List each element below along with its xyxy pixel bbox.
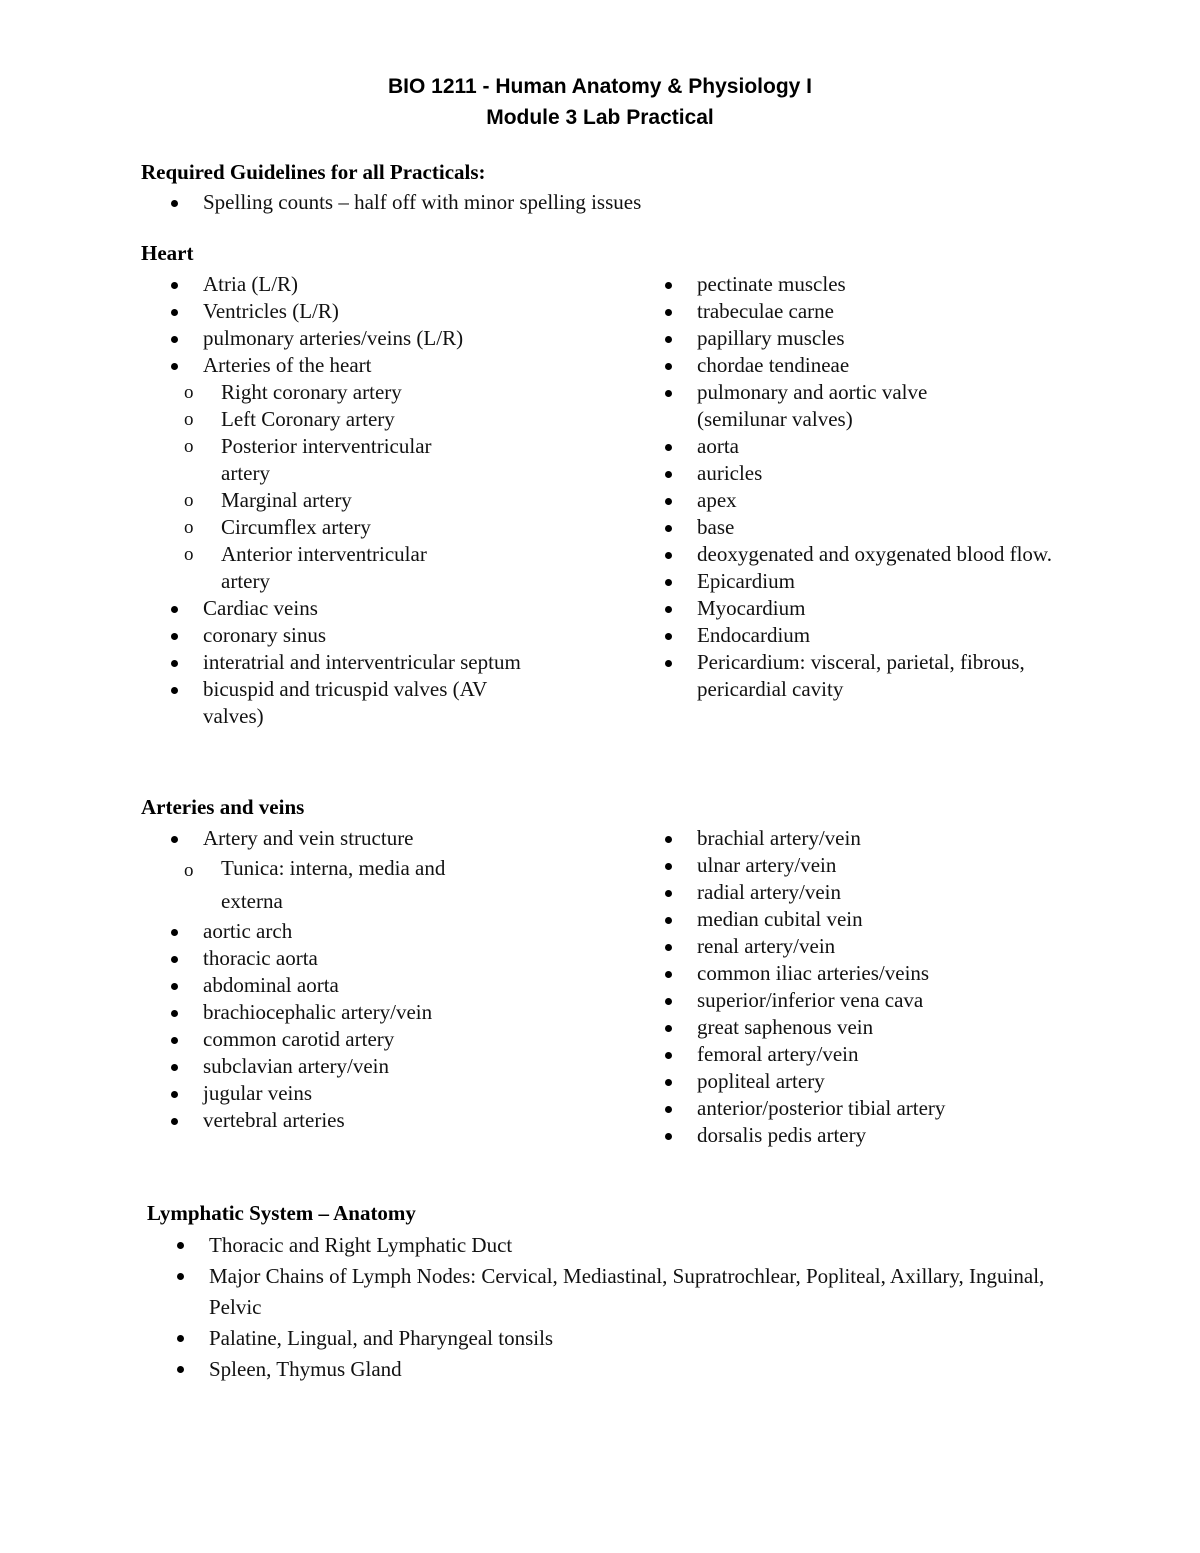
list-item: femoral artery/vein: [635, 1041, 1075, 1068]
list-item: Ventricles (L/R): [141, 298, 581, 325]
heart-left-list: [141, 271, 581, 730]
list-item: chordae tendineae: [635, 352, 1075, 379]
list-item: pulmonary and aortic valve (semilunar valves): [635, 379, 977, 433]
list-item: Atria (L/R): [141, 271, 581, 298]
list-item: aortic arch: [141, 918, 581, 945]
circle-bullet-icon: o: [184, 409, 194, 430]
bullet-icon: [665, 971, 672, 978]
guidelines-heading: Required Guidelines for all Practicals:: [141, 160, 486, 184]
list-item: base: [635, 514, 1075, 541]
circle-bullet-icon: o: [184, 436, 194, 457]
list-item: Thoracic and Right Lymphatic Duct: [147, 1230, 1077, 1261]
bullet-icon: [665, 363, 672, 370]
bullet-icon: [665, 633, 672, 640]
list-item: superior/inferior vena cava: [635, 987, 1075, 1014]
bullet-icon: [171, 1118, 178, 1125]
bullet-icon: [665, 917, 672, 924]
bullet-icon: [665, 890, 672, 897]
list-item: common iliac arteries/veins: [635, 960, 1075, 987]
bullet-icon: [171, 983, 178, 990]
sub-list: [184, 379, 581, 595]
bullet-icon: [665, 390, 672, 397]
list-item: aorta: [635, 433, 1075, 460]
bullet-icon: [665, 498, 672, 505]
guidelines-list: [141, 189, 1041, 216]
bullet-icon: [171, 309, 178, 316]
circle-bullet-icon: o: [184, 544, 194, 565]
list-item: trabeculae carne: [635, 298, 1075, 325]
bullet-icon: [171, 1064, 178, 1071]
sub-list-item: o Right coronary artery: [184, 380, 402, 404]
list-item: pulmonary arteries/veins (L/R): [141, 325, 581, 352]
list-item: Spleen, Thymus Gland: [147, 1354, 1077, 1385]
list-item: brachiocephalic artery/vein: [141, 999, 581, 1026]
list-item: renal artery/vein: [635, 933, 1075, 960]
list-item: Pericardium: visceral, parietal, fibrous, pericardial cavity: [635, 649, 1047, 703]
list-item: bicuspid and tricuspid valves (AV valves): [141, 676, 523, 730]
bullet-icon: [665, 836, 672, 843]
list-item: Spelling counts – half off with minor spelling issues: [141, 189, 1041, 216]
list-item: subclavian artery/vein: [141, 1053, 581, 1080]
circle-bullet-icon: o: [184, 860, 194, 881]
heart-heading: Heart: [141, 241, 194, 265]
list-item: Endocardium: [635, 622, 1075, 649]
heart-right-list: [635, 271, 1075, 703]
bullet-icon: [665, 1025, 672, 1032]
list-item: papillary muscles: [635, 325, 1075, 352]
lymphatic-list: [147, 1230, 1077, 1385]
list-item: Arteries of the heart o Right coronary artery o Left Coronary artery o Posterior interventricular artery o Marginal artery o Circumflex artery o Anterior interventricular artery: [141, 352, 581, 595]
list-item: interatrial and interventricular septum: [141, 649, 581, 676]
course-title: BIO 1211 - Human Anatomy & Physiology I: [388, 75, 812, 98]
bullet-icon: [171, 606, 178, 613]
list-item: Cardiac veins: [141, 595, 581, 622]
bullet-icon: [665, 579, 672, 586]
bullet-icon: [665, 863, 672, 870]
bullet-icon: [665, 471, 672, 478]
list-item: radial artery/vein: [635, 879, 1075, 906]
bullet-icon: [665, 944, 672, 951]
bullet-icon: [177, 1273, 184, 1280]
list-item: Artery and vein structure o Tunica: interna, media and externa: [141, 825, 581, 918]
list-item: Palatine, Lingual, and Pharyngeal tonsils: [147, 1323, 1077, 1354]
bullet-icon: [171, 836, 178, 843]
document-subtitle: Module 3 Lab Practical: [486, 106, 714, 129]
bullet-icon: [171, 660, 178, 667]
list-item: common carotid artery: [141, 1026, 581, 1053]
bullet-icon: [171, 1037, 178, 1044]
bullet-icon: [665, 309, 672, 316]
sub-list-item: o Tunica: interna, media and externa: [184, 856, 446, 913]
circle-bullet-icon: o: [184, 490, 194, 511]
list-item: pectinate muscles: [635, 271, 1075, 298]
bullet-icon: [665, 660, 672, 667]
bullet-icon: [171, 1010, 178, 1017]
list-item: brachial artery/vein: [635, 825, 1075, 852]
list-item: apex: [635, 487, 1075, 514]
bullet-icon: [171, 363, 178, 370]
list-item: anterior/posterior tibial artery: [635, 1095, 1075, 1122]
list-item: popliteal artery: [635, 1068, 1075, 1095]
list-item: deoxygenated and oxygenated blood flow.: [635, 541, 1087, 568]
bullet-icon: [171, 1091, 178, 1098]
bullet-icon: [665, 336, 672, 343]
bullet-icon: [665, 282, 672, 289]
list-item: Myocardium: [635, 595, 1075, 622]
bullet-icon: [665, 525, 672, 532]
bullet-icon: [665, 1106, 672, 1113]
arteries-veins-left-list: [141, 825, 581, 1134]
sub-list: [184, 852, 581, 918]
bullet-icon: [171, 282, 178, 289]
list-item: dorsalis pedis artery: [635, 1122, 1075, 1149]
bullet-icon: [665, 1052, 672, 1059]
list-item: abdominal aorta: [141, 972, 581, 999]
bullet-icon: [171, 336, 178, 343]
list-item: thoracic aorta: [141, 945, 581, 972]
bullet-icon: [171, 200, 178, 207]
list-item: ulnar artery/vein: [635, 852, 1075, 879]
bullet-icon: [171, 687, 178, 694]
bullet-icon: [665, 1079, 672, 1086]
list-item: median cubital vein: [635, 906, 1075, 933]
bullet-icon: [171, 929, 178, 936]
bullet-icon: [665, 1133, 672, 1140]
bullet-icon: [665, 552, 672, 559]
bullet-icon: [171, 633, 178, 640]
bullet-icon: [171, 956, 178, 963]
circle-bullet-icon: o: [184, 517, 194, 538]
sub-list-item: o Left Coronary artery: [184, 407, 395, 431]
document-header: [0, 71, 1200, 133]
list-item: jugular veins: [141, 1080, 581, 1107]
bullet-icon: [177, 1242, 184, 1249]
arteries-veins-heading: Arteries and veins: [141, 795, 305, 819]
bullet-icon: [665, 606, 672, 613]
bullet-icon: [665, 998, 672, 1005]
sub-list-item: o Anterior interventricular artery: [184, 542, 427, 593]
list-item: vertebral arteries: [141, 1107, 581, 1134]
list-item: Epicardium: [635, 568, 1075, 595]
circle-bullet-icon: o: [184, 382, 194, 403]
lymphatic-heading: Lymphatic System – Anatomy: [147, 1201, 416, 1225]
list-item: Major Chains of Lymph Nodes: Cervical, Mediastinal, Supratrochlear, Popliteal, Axillary, Inguinal, Pelvic: [147, 1261, 1077, 1323]
list-item: auricles: [635, 460, 1075, 487]
sub-list-item: o Posterior interventricular artery: [184, 434, 432, 485]
bullet-icon: [177, 1335, 184, 1342]
sub-list-item: o Circumflex artery: [184, 515, 371, 539]
arteries-veins-right-list: [635, 825, 1075, 1149]
bullet-icon: [177, 1366, 184, 1373]
sub-list-item: o Marginal artery: [184, 488, 352, 512]
bullet-icon: [665, 444, 672, 451]
list-item: great saphenous vein: [635, 1014, 1075, 1041]
list-item: coronary sinus: [141, 622, 581, 649]
